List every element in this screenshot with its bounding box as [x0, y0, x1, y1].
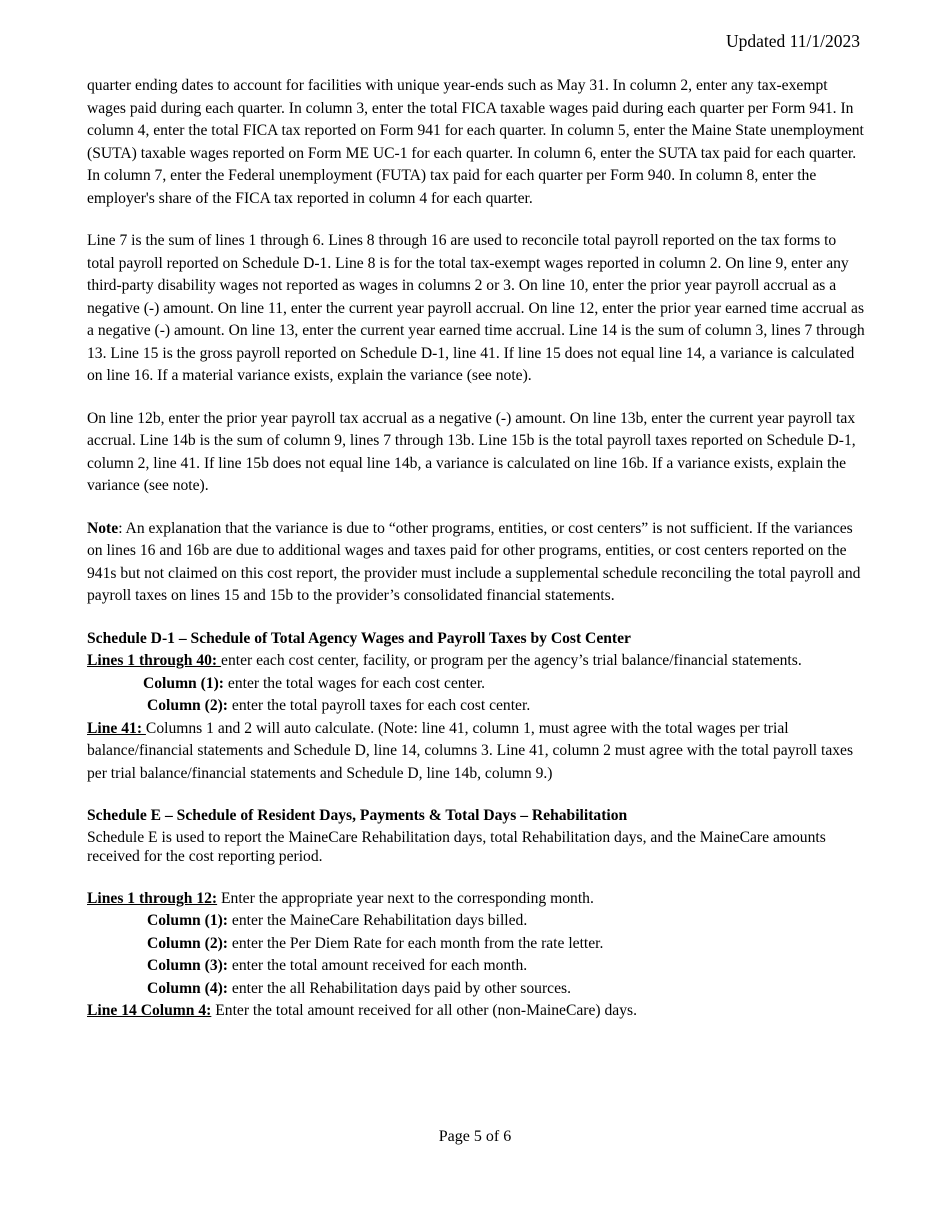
schedule-d1-lines-1-40: [87, 650, 867, 673]
section-schedule-e: [87, 805, 867, 1023]
schedule-e-column-4: [87, 978, 867, 1001]
schedule-e-heading: Schedule E – Schedule of Resident Days, Payments & Total Days – Rehabilitation: [87, 807, 628, 824]
paragraph-payroll-tax-accrual: On line 12b, enter the prior year payroll tax accrual as a negative (-) amount. On line 13b, enter the current year payroll tax accrual. Line 14b is the sum of column 9, lines 7 through 13b. Line 15b is the total payroll taxes reported on Schedule D-1, column 2, line 41. If line 15b does not equal line 14b, a variance is calculated on line 16b. If a variance exists, explain the variance (see note).: [87, 409, 856, 494]
e-col4-label: Column (4):: [147, 979, 228, 997]
schedule-d1-heading: Schedule D-1 – Schedule of Total Agency Wages and Payroll Taxes by Cost Center: [87, 629, 631, 647]
paragraph-note: [87, 518, 867, 608]
d1-col2-label: Column (2):: [147, 697, 228, 714]
paragraph-quarter-columns: quarter ending dates to account for facilities with unique year-ends such as May 31. In column 2, enter any tax-exempt wages paid during each quarter. In column 3, enter the total FICA taxable wages paid during each quarter per Form 941. In column 4, enter the total FICA tax reported on Form 941 for each quarter. In column 5, enter the Maine State unemployment (SUTA) taxable wages reported on Form ME UC-1 for each quarter. In column 6, enter the SUTA tax paid for each quarter. In column 7, enter the Federal unemployment (FUTA) tax paid for each quarter per Form 940. In column 8, enter the employer's share of the FICA tax reported in column 4 for each quarter.: [87, 77, 864, 207]
e-col3-label: Column (3):: [147, 957, 228, 974]
lines-1-12-text: Enter the appropriate year next to the corresponding month.: [217, 889, 594, 907]
page-number: Page 5 of 6: [438, 1128, 512, 1145]
e-col2-text: enter the Per Diem Rate for each month from the rate letter.: [228, 934, 604, 952]
lines-1-12-label: Lines 1 through 12:: [87, 889, 218, 907]
updated-date: Updated 11/1/2023: [726, 31, 860, 51]
document-body: [87, 75, 867, 1023]
schedule-e-column-1: [87, 910, 867, 933]
line-14-text: Enter the total amount received for all other (non-MaineCare) days.: [211, 1002, 637, 1019]
e-col1-text: enter the MaineCare Rehabilitation days billed.: [228, 912, 528, 929]
schedule-e-column-3: [87, 955, 867, 978]
schedule-d1-line-41: [87, 718, 867, 786]
schedule-e-lines-1-12: [87, 888, 867, 911]
e-col1-label: Column (1):: [147, 912, 228, 929]
schedule-d1-column-1: [87, 673, 867, 696]
e-col3-text: enter the total amount received for each month.: [228, 957, 528, 974]
paragraph-reconcile-payroll: Line 7 is the sum of lines 1 through 6. Lines 8 through 16 are used to reconcile total payroll reported on the tax forms to total payroll reported on Schedule D-1. Line 8 is for the total tax-exempt wages reported in column 2. On line 9, enter any third-party disability wages not reported as wages in columns 2 or 3. On line 10, enter the prior year payroll accrual as a negative (-) amount. On line 11, enter the current year payroll accrual. On line 12, enter the prior year earned time accrual as a negative (-) amount. On line 13, enter the current year earned time accrual. Line 14 is the sum of column 3, lines 7 through 13. Line 15 is the gross payroll reported on Schedule D-1, line 41. If line 15 does not equal line 14, a variance is calculated on line 16. If a material variance exists, explain the variance (see note).: [87, 232, 865, 384]
note-label: Note: [87, 519, 119, 537]
e-col4-text: enter the all Rehabilitation days paid by other sources.: [228, 979, 571, 997]
schedule-e-column-2: [87, 933, 867, 956]
line-41-text: Columns 1 and 2 will auto calculate. (Note: line 41, column 1, must agree with the total wages per trial balance/financial statements and Schedule D, line 14, columns 3. Line 41, column 2 must agree with the total payroll taxes per trial balance/financial statements and Schedule D, line 14b, column 9.): [87, 719, 854, 782]
note-text: : An explanation that the variance is due to “other programs, entities, or cost centers” is not sufficient. If the variances on lines 16 and 16b are due to additional wages and taxes paid for other programs, entities, or cost centers reported on the 941s but not claimed on this cost report, the provider must include a supplemental schedule reconciling the total payroll and payroll taxes on lines 15 and 15b to the provider’s consolidated financial statements.: [87, 519, 861, 604]
e-col2-label: Column (2):: [147, 934, 228, 952]
lines-1-40-label: Lines 1 through 40:: [87, 652, 222, 669]
d1-col1-label: Column (1):: [143, 674, 224, 692]
section-schedule-d1: [87, 628, 867, 786]
line-14-label: Line 14 Column 4:: [87, 1002, 212, 1019]
schedule-e-intro: Schedule E is used to report the MaineCare Rehabilitation days, total Rehabilitation days, and the MaineCare amounts received for the cost reporting period.: [87, 828, 826, 865]
lines-1-40-text: enter each cost center, facility, or program per the agency’s trial balance/financial statements.: [221, 652, 802, 669]
d1-col1-text: enter the total wages for each cost center.: [224, 674, 486, 692]
schedule-e-line-14: [87, 1000, 867, 1023]
line-41-label: Line 41:: [87, 719, 146, 737]
schedule-d1-column-2: [87, 695, 867, 718]
d1-col2-text: enter the total payroll taxes for each cost center.: [228, 697, 531, 714]
